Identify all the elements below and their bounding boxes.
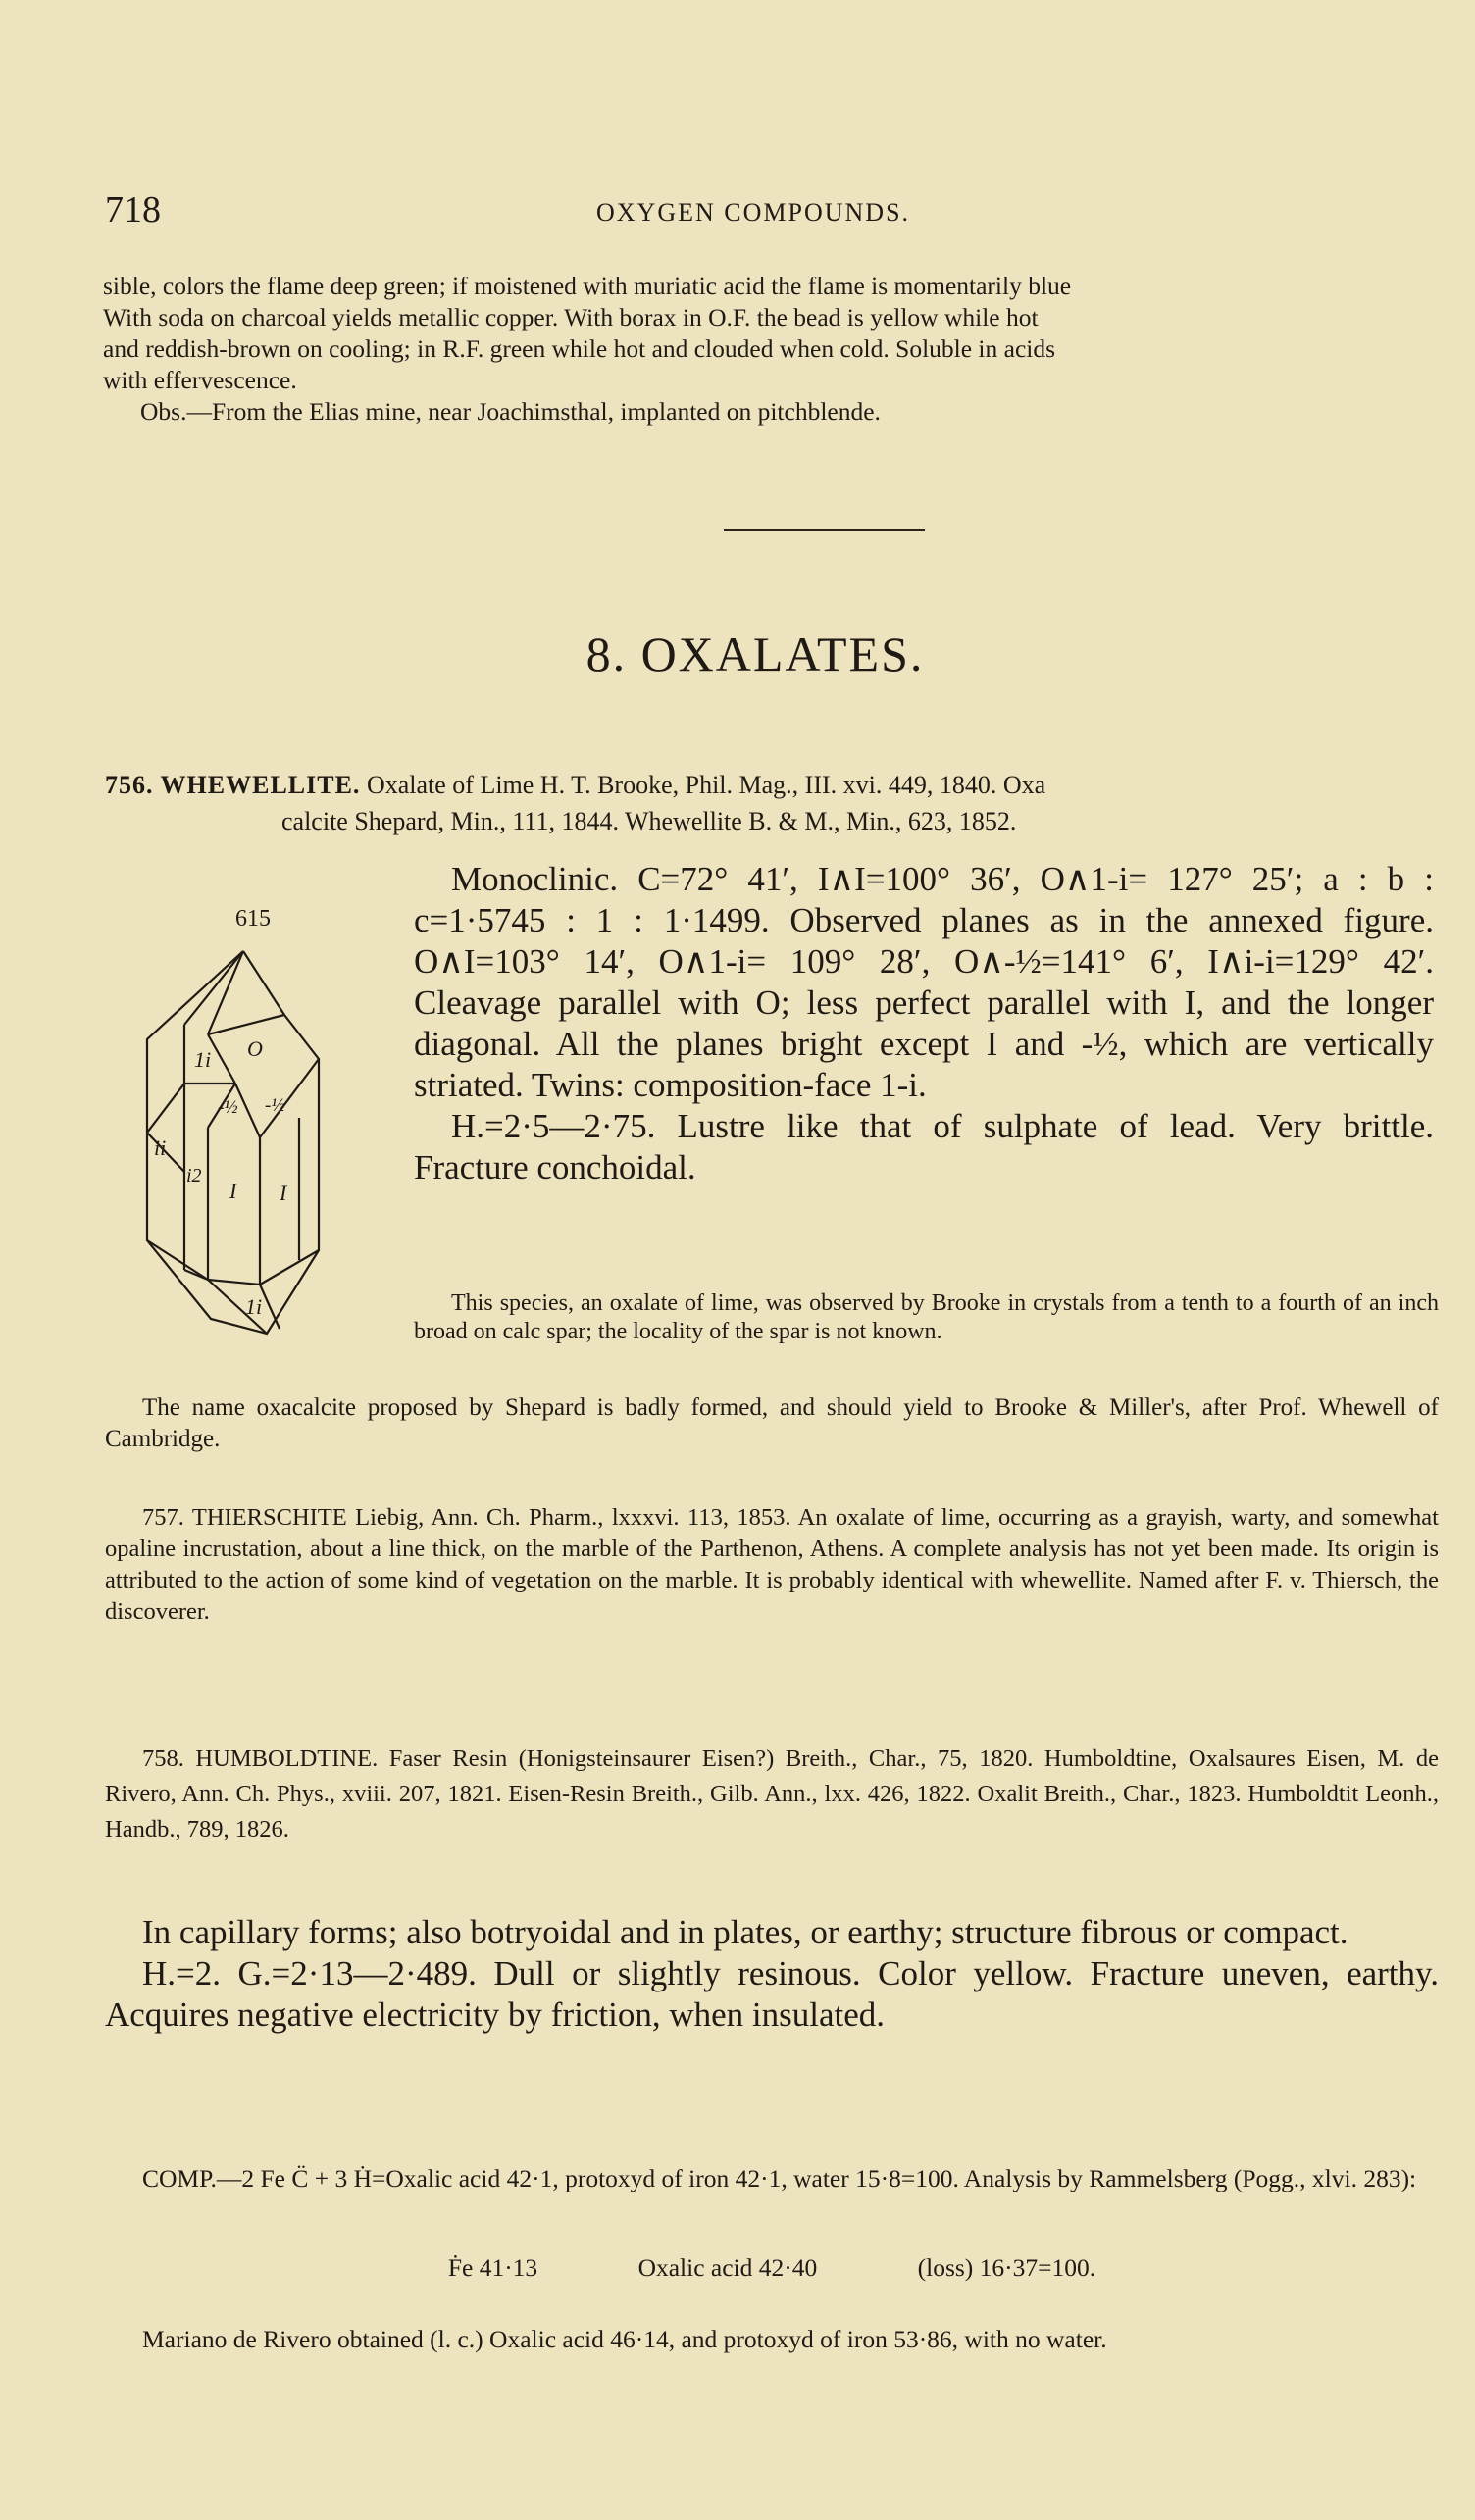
edge-mid-2 bbox=[235, 1084, 260, 1137]
face-label-o: O bbox=[247, 1036, 263, 1061]
whewellite-synonyms-2: calcite Shepard, Min., 111, 1844. Whewellite B. & M., Min., 623, 1852. bbox=[281, 807, 1017, 835]
rivero-note-text: Mariano de Rivero obtained (l. c.) Oxalic acid 46·14, and protoxyd of iron 53·86, with no water. bbox=[142, 2325, 1107, 2353]
intro-text bbox=[103, 271, 1437, 428]
analysis-row bbox=[105, 2251, 1439, 2284]
humboldtine-synonyms bbox=[105, 1741, 1439, 1847]
running-title: OXYGEN COMPOUNDS. bbox=[596, 198, 911, 227]
analysis-loss: (loss) 16·37=100. bbox=[917, 2253, 1096, 2282]
humboldtine-form: In capillary forms; also botryoidal and in plates, or earthy; structure fibrous or compact. bbox=[142, 1913, 1348, 1951]
humboldtine-comp-text: COMP.—2 Fe C̈ + 3 Ḣ=Oxalic acid 42·1, protoxyd of iron 42·1, water 15·8=100. Analysis by Rammelsberg (Pogg., xlvi. 283): bbox=[142, 2164, 1417, 2192]
page-number: 718 bbox=[105, 189, 161, 230]
humboldtine-composition bbox=[105, 2162, 1439, 2194]
whewellite-name-note-text: The name oxacalcite proposed by Shepard is badly formed, and should yield to Brooke & Miller's, after Prof. Whewell of Cambridge. bbox=[105, 1394, 1439, 1452]
whewellite-heading bbox=[105, 767, 1439, 839]
face-label-1i-bottom: 1i bbox=[245, 1294, 263, 1319]
crystal-outline bbox=[147, 951, 319, 1334]
edge-o-face bbox=[208, 1015, 284, 1034]
analysis-iron: Ḟe 41·13 bbox=[447, 2253, 538, 2282]
humboldtine-synonyms-text: 758. HUMBOLDTINE. Faser Resin (Honigsteinsaurer Eisen?) Breith., Char., 75, 1820. Humboldtine, Oxalsaures Eisen, M. de Rivero, Ann. Ch. Phys., xviii. 207, 1821. Eisen-Resin Breith., Gilb. Ann., lxx. 426, 1822. Oxalit Breith., Char., 1823. Humboldtit Leonh., Handb., 789, 1826. bbox=[105, 1745, 1439, 1842]
face-label-1i-top: 1i bbox=[194, 1047, 212, 1072]
face-label-i2: i2 bbox=[186, 1165, 202, 1186]
edge-bottom-6 bbox=[147, 1240, 208, 1280]
edge-bottom-5 bbox=[260, 1285, 280, 1329]
face-label-neg-half-a: -½ bbox=[218, 1097, 238, 1118]
section-title: 8. OXALATES. bbox=[585, 627, 925, 681]
intro-line-2: With soda on charcoal yields metallic copper. With borax in O.F. the bead is yellow while hot bbox=[103, 303, 1039, 331]
whewellite-crystallography: Monoclinic. C=72° 41′, I∧I=100° 36′, O∧1-i= 127° 25′; a : b : c=1·5745 : 1 : 1·1499. Observed planes as in the annexed figure. O∧I=103° 14′, O∧1-i= 109° 28′, O∧-½=141° 6′, I∧i-i=129° 42′. Cleavage parallel with O; less perfect parallel with I, and the longer diagonal. All the planes bright except I and -½, which are vertically striated. Twins: composition-face 1-i. bbox=[414, 860, 1434, 1104]
whewellite-number-name: 756. WHEWELLITE. bbox=[105, 771, 361, 799]
rivero-note bbox=[105, 2324, 1439, 2355]
whewellite-note-text: This species, an oxalate of lime, was observed by Brooke in crystals from a tenth to a fourth of an inch broad on calc spar; the locality of the spar is not known. bbox=[414, 1290, 1439, 1344]
analysis-acid: Oxalic acid 42·40 bbox=[637, 2253, 818, 2282]
section-divider bbox=[724, 529, 925, 531]
edge-bottom-2 bbox=[208, 1280, 260, 1285]
whewellite-name-note bbox=[105, 1392, 1439, 1455]
humboldtine-description bbox=[105, 1912, 1439, 2036]
face-label-i-b: I bbox=[280, 1181, 287, 1205]
whewellite-note bbox=[414, 1289, 1439, 1346]
intro-line-4: with effervescence. bbox=[103, 366, 297, 394]
figure-number: 615 bbox=[235, 906, 271, 932]
thierschite-text: 757. THIERSCHITE Liebig, Ann. Ch. Pharm., lxxxvi. 113, 1853. An oxalate of lime, occurring as a grayish, warty, and somewhat opaline incrustation, about a line thick, on the marble of the Parthenon, Athens. A complete analysis has not yet been made. Its origin is attributed to the action of some kind of vegetation on the marble. It is probably identical with whewellite. Named after F. v. Thiersch, the discoverer. bbox=[105, 1504, 1439, 1625]
edge-top-left bbox=[184, 951, 243, 1025]
whewellite-description bbox=[414, 859, 1434, 1188]
edge-bottom-3 bbox=[260, 1250, 319, 1285]
edge-side-a bbox=[147, 1084, 184, 1133]
thierschite-entry bbox=[105, 1502, 1439, 1628]
obs-paragraph: Obs.—From the Elias mine, near Joachimsthal, implanted on pitchblende. bbox=[140, 397, 881, 426]
whewellite-properties: H.=2·5—2·75. Lustre like that of sulphate of lead. Very brittle. Fracture conchoidal. bbox=[414, 1107, 1434, 1186]
edge-o-lower bbox=[208, 1034, 235, 1084]
face-label-ii: ii bbox=[154, 1135, 167, 1160]
face-label-neg-half-b: -½ bbox=[265, 1095, 285, 1116]
edge-top-right bbox=[208, 951, 243, 1034]
crystal-figure bbox=[137, 946, 387, 1358]
humboldtine-properties: H.=2. G.=2·13—2·489. Dull or slightly resinous. Color yellow. Fracture uneven, earthy. Acquires negative electricity by friction, when insulated. bbox=[105, 1954, 1439, 2034]
whewellite-synonyms-1: Oxalate of Lime H. T. Brooke, Phil. Mag., III. xvi. 449, 1840. Oxa bbox=[366, 771, 1046, 799]
intro-line-1: sible, colors the flame deep green; if moistened with muriatic acid the flame is momentarily blue bbox=[103, 272, 1072, 300]
intro-line-3: and reddish-brown on cooling; in R.F. green while hot and clouded when cold. Soluble in acids bbox=[103, 334, 1056, 363]
face-label-i-a: I bbox=[229, 1179, 237, 1203]
